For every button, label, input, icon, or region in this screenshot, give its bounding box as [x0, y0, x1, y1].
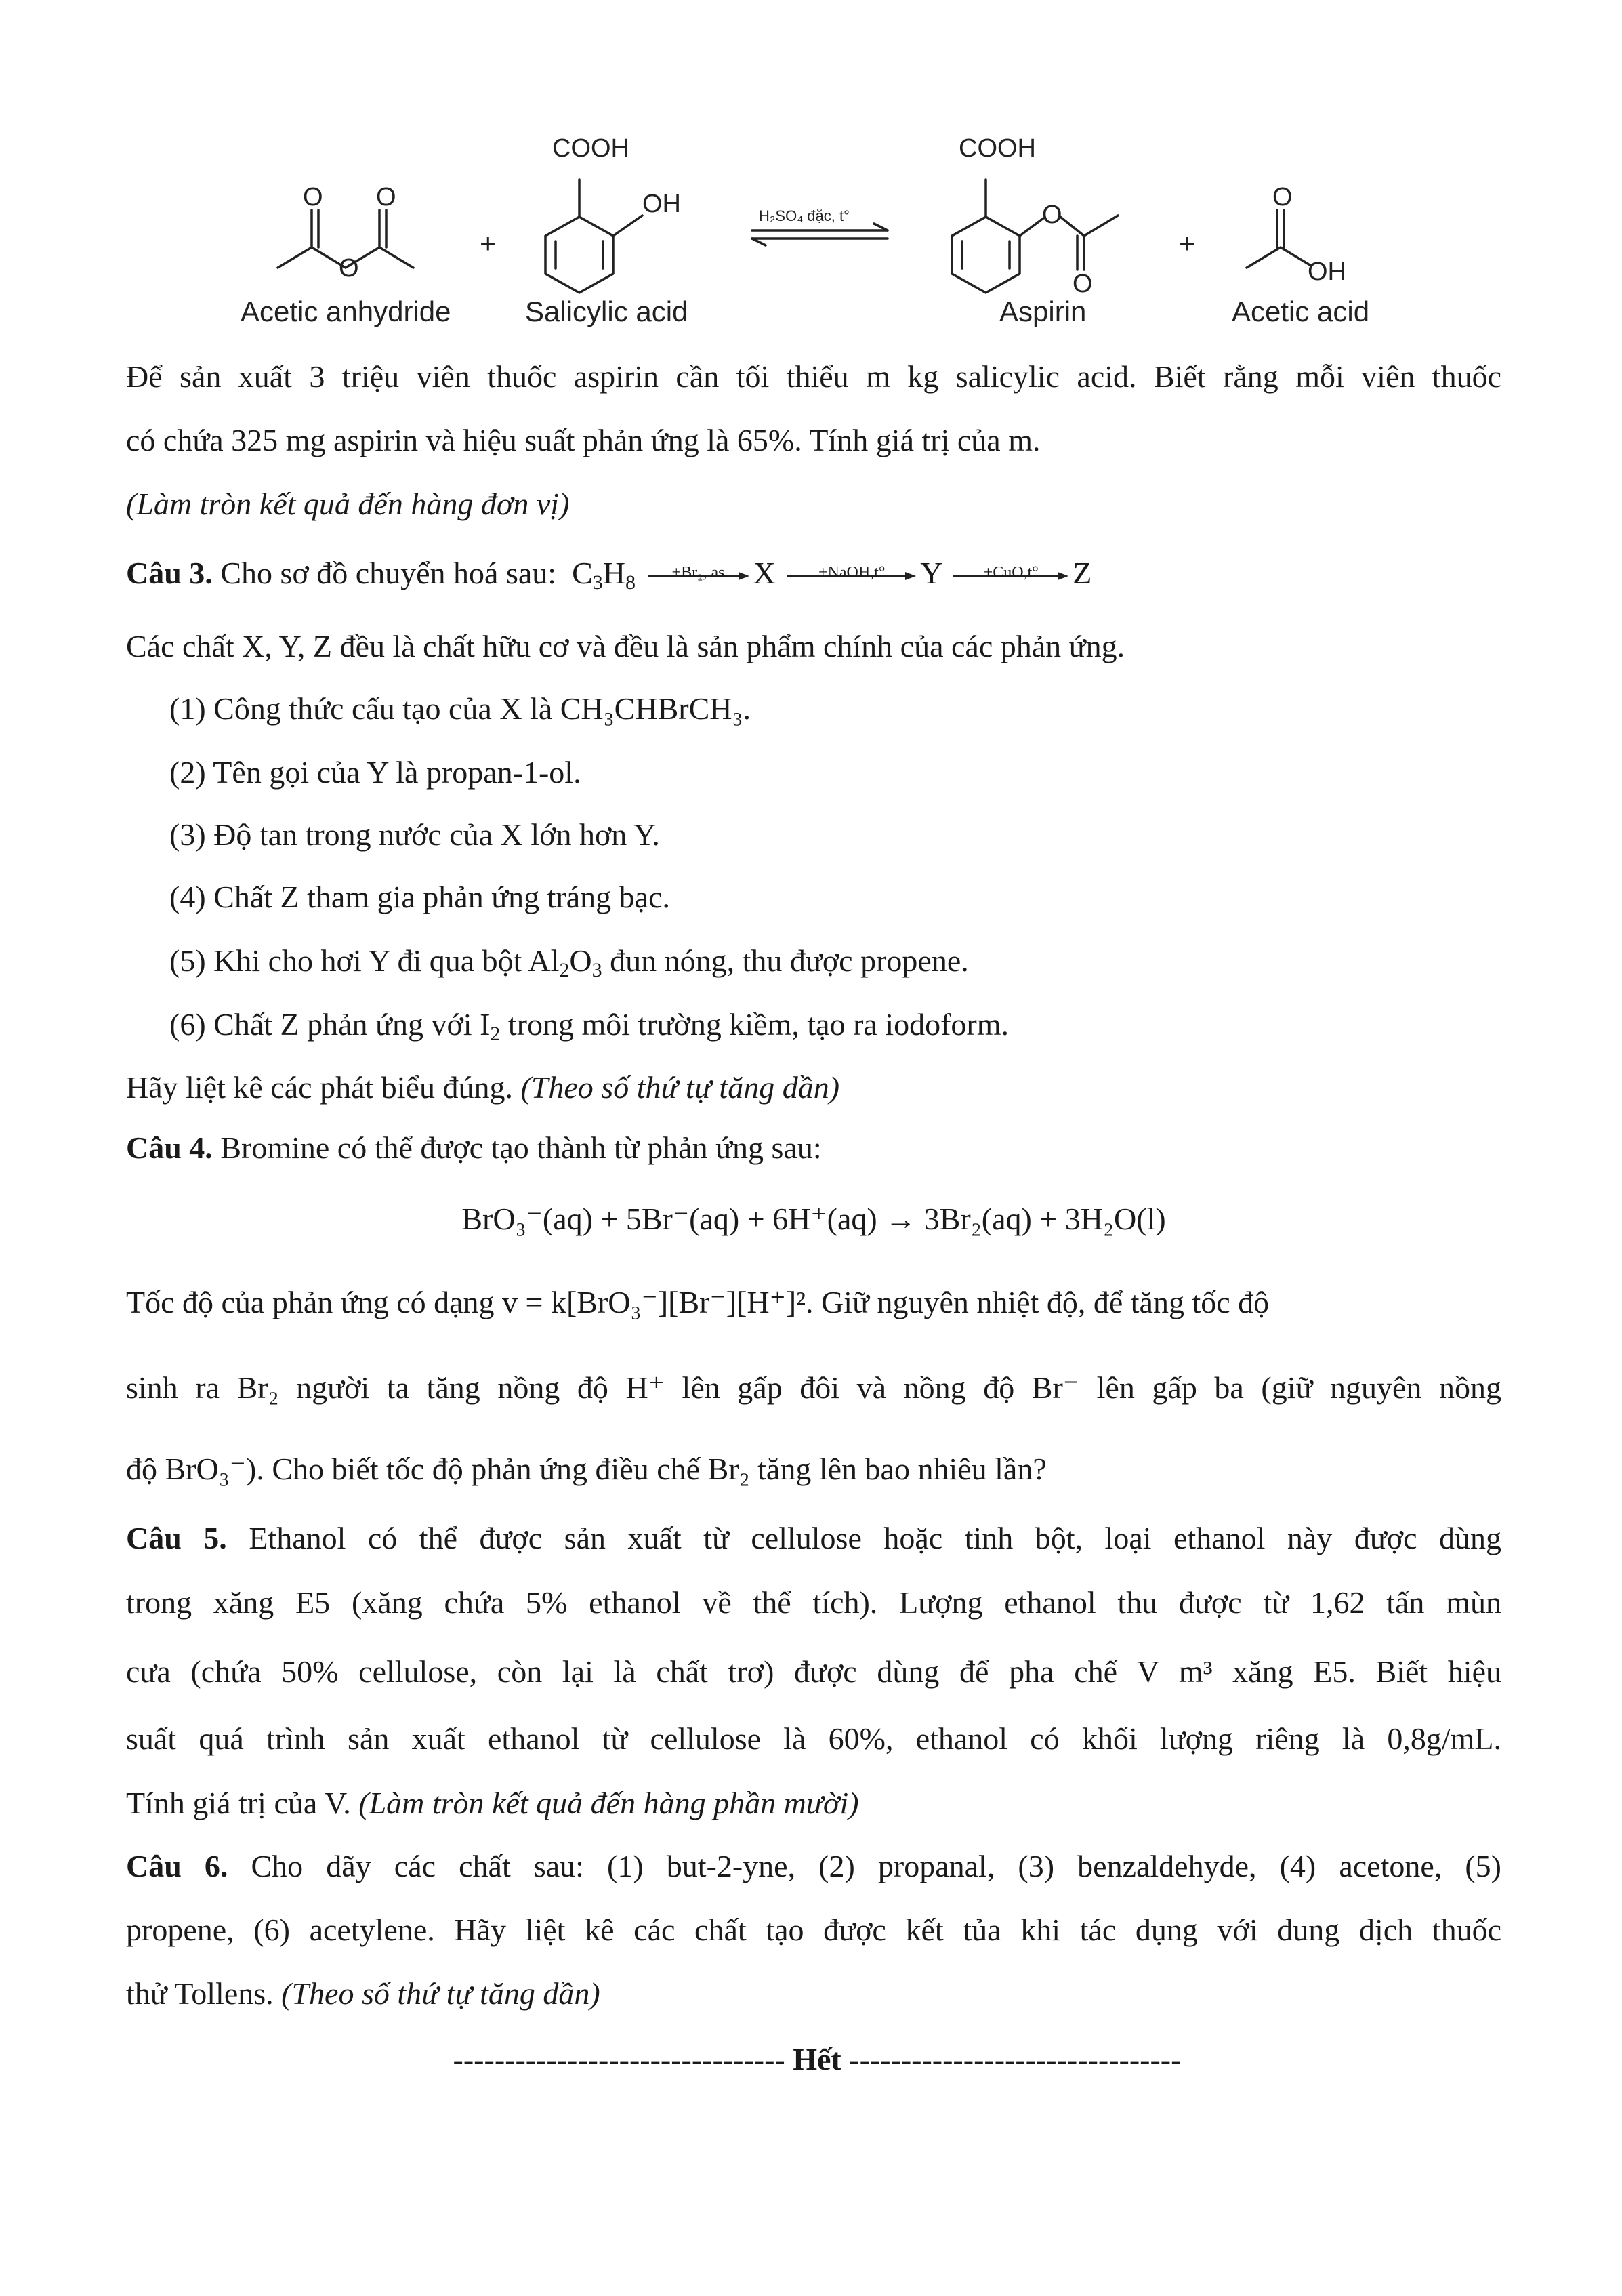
- q3-arrow-1-condition: +Br₂, as: [671, 564, 725, 582]
- q6-order-note: (Theo số thứ tự tăng dần): [281, 1976, 600, 2011]
- equilibrium-arrow: [752, 224, 888, 245]
- oh-label: OH: [642, 190, 681, 218]
- q3-intro: Cho sơ đồ chuyển hoá sau:: [220, 556, 557, 590]
- aspirin-structure: [952, 180, 1118, 293]
- aspirin-synthesis-scheme: [203, 115, 1423, 339]
- q5-line-5: [126, 1784, 1501, 1823]
- q3-s6-part-a: (6) Chất Z phản ứng với I: [169, 1007, 491, 1042]
- q4-label: Câu 4.: [126, 1130, 213, 1165]
- q3-statement-4: (4) Chất Z tham gia phản ứng tráng bạc.: [169, 880, 670, 914]
- q3-arrow-3-condition: +CuO,t°: [983, 564, 1039, 582]
- q3-statement-3: (3) Độ tan trong nước của X lớn hơn Y.: [169, 817, 660, 852]
- q3-s6-part-b: trong môi trường kiềm, tạo ra iodoform.: [500, 1007, 1010, 1042]
- q4-rate-line: [126, 1283, 1501, 1322]
- q5-line-1: [126, 1519, 1501, 1558]
- q3-s6-sub: 2: [490, 1023, 501, 1045]
- q4-rate-text-end: . Giữ nguyên nhiệt độ, để tăng tốc độ: [806, 1285, 1270, 1319]
- q3-s5-sub1: 2: [559, 959, 570, 981]
- label-acetic-anhydride: Acetic anhydride: [241, 295, 451, 327]
- q5-line-1-text: Ethanol có thể được sản xuất từ cellulose hoặc tinh bột, loại ethanol này được dùng: [249, 1521, 1501, 1555]
- atom-o-label: O: [1272, 183, 1293, 211]
- q4-rate-text: Tốc độ của phản ứng có dạng: [126, 1285, 495, 1319]
- plus-sign: +: [480, 227, 497, 259]
- q3-statement-6: [169, 1005, 1545, 1044]
- label-acetic-acid: Acetic acid: [1232, 295, 1370, 327]
- q4-line-3: độ BrO₃⁻). Cho biết tốc độ phản ứng điều chế Br₂ tăng lên bao nhiêu lần?: [126, 1452, 1047, 1486]
- end-marker: [397, 2040, 1237, 2079]
- q3-arrow-3: [953, 564, 1068, 583]
- q4-intro: Bromine có thể được tạo thành từ phản ứng sau:: [220, 1130, 822, 1165]
- q3-arrow-2: [787, 564, 916, 583]
- q3-z: Z: [1073, 556, 1092, 590]
- q3-start-h: H: [602, 556, 625, 590]
- q6-line-3-text: thử Tollens.: [126, 1976, 274, 2011]
- q5-line-4: suất quá trình sản xuất ethanol từ cellulose là 60%, ethanol có khối lượng riêng là 0,8g/mL.: [126, 1721, 1501, 1756]
- q3-start-sub2: 8: [625, 571, 636, 594]
- q5-line-3: cưa (chứa 50% cellulose, còn lại là chất trơ) được dùng để pha chế V m³ xăng E5. Biết hiệu: [126, 1654, 1501, 1689]
- q3-start-sub1: 3: [592, 571, 603, 594]
- q3-description: Các chất X, Y, Z đều là chất hữu cơ và đều là sản phẩm chính của các phản ứng.: [126, 629, 1125, 663]
- q6-line-1-text: Cho dãy các chất sau: (1) but-2-yne, (2) propanal, (3) benzaldehyde, (4) acetone, (5): [251, 1849, 1502, 1883]
- q3-statement-1-formula: CH₃CHBrCH₃.: [560, 691, 751, 726]
- q2-text-line-1: Để sản xuất 3 triệu viên thuốc aspirin cần tối thiểu m kg salicylic acid. Biết rằng mỗi viên thuốc: [126, 359, 1501, 394]
- q3-statement-1-text: (1) Công thức cấu tạo của X là: [169, 691, 553, 726]
- q3-statement-5: [169, 941, 1545, 981]
- plus-sign: +: [1179, 227, 1196, 259]
- q5-line-5-text: Tính giá trị của V.: [126, 1786, 351, 1820]
- q5-label: Câu 5.: [126, 1521, 227, 1555]
- q3-scheme-line: [126, 554, 1501, 593]
- q3-statement-2: (2) Tên gọi của Y là propan-1-ol.: [169, 755, 581, 790]
- acetic-acid-structure: [1247, 210, 1311, 268]
- atom-o-label: O: [1073, 270, 1093, 298]
- end-dashes-right: --------------------------------: [849, 2042, 1182, 2076]
- salicylic-acid-structure: [545, 180, 642, 293]
- q3-statement-1: [169, 689, 1545, 729]
- q3-s5-part-b: O: [569, 943, 592, 978]
- q6-line-1: [126, 1847, 1501, 1886]
- atom-o-label: O: [1042, 201, 1062, 229]
- q3-start-c: C: [572, 556, 593, 590]
- q4-rate-expression: v = k[BrO₃⁻][Br⁻][H⁺]²: [502, 1285, 806, 1319]
- q2-rounding-note: (Làm tròn kết quả đến hàng đơn vị): [126, 487, 570, 521]
- q3-arrow-2-condition: +NaOH,t°: [818, 564, 886, 582]
- end-dashes-left: --------------------------------: [453, 2042, 785, 2076]
- q5-line-2: trong xăng E5 (xăng chứa 5% ethanol về thể tích). Lượng ethanol thu được từ 1,62 tấn mùn: [126, 1585, 1501, 1620]
- q6-line-3: [126, 1974, 1501, 2013]
- atom-o-label: O: [376, 183, 396, 211]
- reaction-condition: H₂SO₄ đặc, t°: [759, 207, 850, 224]
- q2-text-line-2: có chứa 325 mg aspirin và hiệu suất phản ứng là 65%. Tính giá trị của m.: [126, 423, 1041, 457]
- label-salicylic-acid: Salicylic acid: [525, 295, 688, 327]
- q4-equation: BrO₃⁻(aq) + 5Br⁻(aq) + 6H⁺(aq) → 3Br₂(aq) + 3H₂O(l): [461, 1202, 1166, 1236]
- q3-x: X: [753, 556, 776, 590]
- q3-s5-sub2: 3: [591, 959, 602, 981]
- oh-label: OH: [1308, 258, 1346, 286]
- q3-arrow-1: [648, 564, 749, 583]
- q3-ask: Hãy liệt kê các phát biểu đúng.: [126, 1070, 513, 1105]
- q5-rounding-note: (Làm tròn kết quả đến hàng phần mười): [358, 1786, 859, 1820]
- q6-line-2: propene, (6) acetylene. Hãy liệt kê các chất tạo được kết tủa khi tác dụng với dung dịch thuốc: [126, 1912, 1501, 1947]
- q3-label: Câu 3.: [126, 556, 213, 590]
- q3-s5-part-c: đun nóng, thu được propene.: [602, 943, 969, 978]
- q4-line-2: sinh ra Br₂ người ta tăng nồng độ H⁺ lên gấp đôi và nồng độ Br⁻ lên gấp ba (giữ nguyên nồng: [126, 1370, 1501, 1405]
- atom-o-label: O: [303, 183, 323, 211]
- q3-ask-line: [126, 1068, 1501, 1107]
- atom-o-label: O: [339, 254, 359, 283]
- cooh-label: COOH: [959, 134, 1036, 163]
- cooh-label: COOH: [552, 134, 629, 163]
- end-text: Hết: [793, 2042, 841, 2076]
- q4-intro-line: [126, 1128, 1501, 1168]
- q3-ask-note: (Theo số thứ tự tăng dần): [520, 1070, 840, 1105]
- q6-label: Câu 6.: [126, 1849, 228, 1883]
- q3-y: Y: [920, 556, 942, 590]
- label-aspirin: Aspirin: [999, 295, 1087, 327]
- q3-s5-part-a: (5) Khi cho hơi Y đi qua bột Al: [169, 943, 560, 978]
